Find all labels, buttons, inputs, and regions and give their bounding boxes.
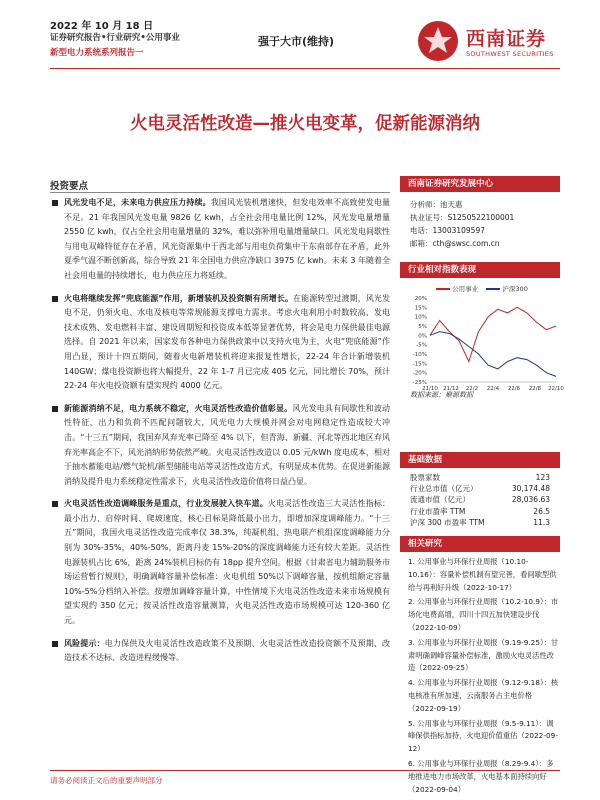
y-tick-label: 10%: [414, 314, 427, 321]
y-tick-label: -5%: [416, 342, 427, 349]
report-category: 证券研究报告•行业研究•公用事业: [50, 33, 180, 43]
related-research-item[interactable]: 5. 公用事业与环保行业周报（9.5-9.11）：调峰保供指标加持，火电迎价值重估（2022-09-12）: [408, 718, 558, 754]
legend-series-a: 公用事业: [452, 285, 479, 293]
x-tick-label: 21/10: [422, 386, 438, 392]
related-research-item[interactable]: 1. 公用事业与环保行业周报（10.10-10.16）：容量补偿机制有望完善，看间歇型供给与再利好升级（2022-10-17）: [408, 557, 557, 592]
y-tick-label: -20%: [412, 370, 427, 377]
bullet-square-icon: [52, 501, 58, 507]
related-research-item[interactable]: 6. 公用事业与环保行业周报（8.29-9.4）：多地推进电力市场改革，火电基本面持续向好（2022-09-04）: [408, 758, 554, 794]
analyst-panel: [400, 176, 560, 250]
legend-series-b: 沪深300: [502, 285, 528, 293]
footer-rule: [50, 770, 560, 771]
key-data-panel: [400, 452, 560, 528]
x-tick-label: 22/6: [507, 386, 521, 392]
bullet-square-icon: [52, 641, 58, 647]
report-date: 2022 年 10 月 18 日: [50, 21, 154, 32]
page-title: 火电灵活性改造—推火电变革，促新能源消纳: [130, 114, 480, 134]
header-rule: [50, 68, 560, 69]
related-research-panel: [400, 536, 560, 798]
key-data-row: 股票家数 123: [410, 473, 550, 482]
analyst-phone: 电话：13003109597: [410, 226, 485, 235]
bullet-square-icon: [52, 296, 58, 302]
bullet-square-icon: [52, 200, 58, 206]
y-tick-label: 20%: [414, 296, 427, 302]
chart-heading: 行业相对指数表现: [400, 262, 560, 278]
bullet-square-icon: [52, 406, 58, 412]
company-logo: [418, 18, 558, 68]
key-data-row: 行业市盈率 TTM 26.5: [410, 506, 550, 516]
y-tick-label: -10%: [412, 352, 427, 358]
related-research-item[interactable]: 4. 公用事业与环保行业周报（9.12-9.18）：核电核准有所加速，云南服务占主电价格（2022-09-19）: [408, 678, 559, 713]
key-data-row: 行业总市值（亿元） 30,174.48: [410, 484, 550, 494]
key-data-heading: 基础数据: [400, 452, 560, 468]
key-data-row: 流通市值（亿元） 28,036.63: [410, 495, 550, 505]
index-performance-panel: [400, 262, 564, 392]
y-tick-label: -25%: [412, 380, 427, 386]
y-tick-label: -15%: [412, 361, 427, 368]
investment-points-heading: 投资要点: [50, 181, 89, 192]
analyst-heading: 西南证券研究发展中心: [400, 176, 560, 192]
point-item: 火电灵活性改造调峰服务是重点，行业发展驶入快车道。火电灵活性改造三大灵活性指标：最小出力、启停时间、爬坡速度，核心目标是降低最小出力，即增加深度调峰能力。“十三五”期间，我国火电灵活性改造完成率仅 38.3%，纯凝机组、热电联产机组深度调峰能力分别为 30%-35%，40%-50%，距离丹麦 15%-20%的深度调峰能力还有较大差距。灵活性电源装机占比 6%，距离 24%装机目标仍有 18pp 提升空间。根据《甘肃省电力辅助服务市场运营暂行规则》，明确调峰容量补偿标准：火电机组 50%以下调峰容量，按机组额定容量 10%-5%分档纳入补偿。按增加调峰容量计算，中性情境下火电灵活性改造未来市场规模有望实现约 350 亿元；按灵活性改造容量测算，火电灵活性改造市场规模可达 120-360 亿元。: [50, 497, 390, 628]
x-tick-label: 22/2: [465, 386, 479, 392]
logo-en: SOUTHWEST SECURITIES: [466, 50, 554, 58]
chart-source: 数据来源：聚源数据: [410, 391, 473, 399]
series-line-1: [430, 307, 556, 361]
related-research-item[interactable]: 2. 公用事业与环保行业周报（10.2-10.9）：市场化电费高增，四川十四五加快建设步伐（2022-10-09）: [408, 597, 559, 632]
x-tick-label: 22/8: [528, 386, 542, 392]
index-chart: [400, 292, 564, 402]
y-tick-label: 15%: [414, 305, 427, 312]
y-tick-label: 0%: [418, 333, 427, 340]
y-tick-label: 5%: [418, 324, 427, 330]
report-series: 新型电力系统系列报告一: [50, 48, 144, 58]
x-tick-label: 21/12: [443, 386, 459, 392]
x-tick-label: 22/10: [548, 386, 564, 392]
point-item: 火电将继续发挥“兜底能源”作用，新增装机及投资额有所增长。在能源转型过渡期，风光发电不足，仍须火电、水电及核电等常规能源支撑电力需求。考虑火电利用小时数较高、发电技术成熟、发电燃料丰富、建设周期短和投资成本低等显著优势，将会是电力保供最佳电源选择。自 2021 年以来，国家发布各种电力保供政策中以支持火电为主，火电“兜底能源”作用凸显，预计十四五期间，随着火电新增装机将迎来报复性增长，22-24 年合计新增装机 140GW；煤电投资额也将大幅提升，22 年 1-7 月已完成 405 亿元，同比增长 70%，预计 22-24 年火电投资额有望实现约 4000 亿元。: [50, 292, 390, 394]
investment-points: [50, 196, 390, 674]
analyst-name: 分析师：池天惠: [410, 200, 463, 209]
point-item: 新能源消纳不足，电力系统不稳定，火电灵活性改造价值彰显。风光发电具有间歇性和波动性特征，出力和负荷不匹配问题较大，风光电力大规模并网会对电网稳定性造成较大冲击。“十三五”期间，我国弃风弃光率已降至 4% 以下，但青海、新疆、河北等西北地区弃风弃光率高企不下，风光消纳形势依然严峻。火电灵活性改造以 0.05 元/kWh 度电成本，相对于抽水蓄能电站/燃气轮机/新型储能电站等灵活性改造方式，有明显成本优势。在促进新能源消纳及提升电力系统稳定性需求下，火电灵活性改造价值将日益凸显。: [50, 402, 390, 490]
series-line-2: [430, 332, 556, 377]
analyst-license: 执业证号：S1250522100001: [410, 213, 515, 222]
logo-emblem-icon: [418, 21, 458, 61]
related-research-heading: 相关研究: [400, 536, 560, 552]
point-item: 风光发电不足，未来电力供应压力持续。我国风光装机增速快，但发电效率不高致使发电量不足。21 年我国风光发电量 9826 亿 kwh，占全社会用电量比例 12%，风光发电量增量 2550 亿 kwh，仅占全社会用电量增量的 32%，难以弥补用电量增量缺口。风光发电间歇性与用电双峰特征存在矛盾，风光资源集中于西北部与用电负荷集中于东南部存在矛盾，此外夏季气温不断创新高，综合导致 21 年全国电力供应净缺口 3975 亿 kwh。未来 3 年随着全社会用电量的持续增长，电力供应压力将延续。: [50, 196, 390, 284]
logo-name: 西南证券: [466, 28, 547, 50]
footer-disclaimer: 请务必阅读正文后的重要声明部分: [50, 776, 163, 785]
key-data-row: 沪深 300 市盈率 TTM 11.3: [410, 517, 550, 527]
point-item: 风险提示：电力保供及火电灵活性改造政策不及预期、火电灵活性改造投资额不及预期、改造技术不达标、改造进程缓慢等。: [50, 637, 390, 666]
analyst-email[interactable]: 邮箱：cth@swsc.com.cn: [410, 239, 500, 248]
section-divider: [50, 192, 390, 193]
related-research-item[interactable]: 3. 公用事业与环保行业周报（9.19-9.25）：甘肃明确调峰容量补偿标准，激励火电灵活性改造（2022-09-25）: [408, 637, 559, 673]
rating: 强于大市(维持): [258, 35, 335, 48]
x-tick-label: 22/4: [486, 386, 500, 392]
